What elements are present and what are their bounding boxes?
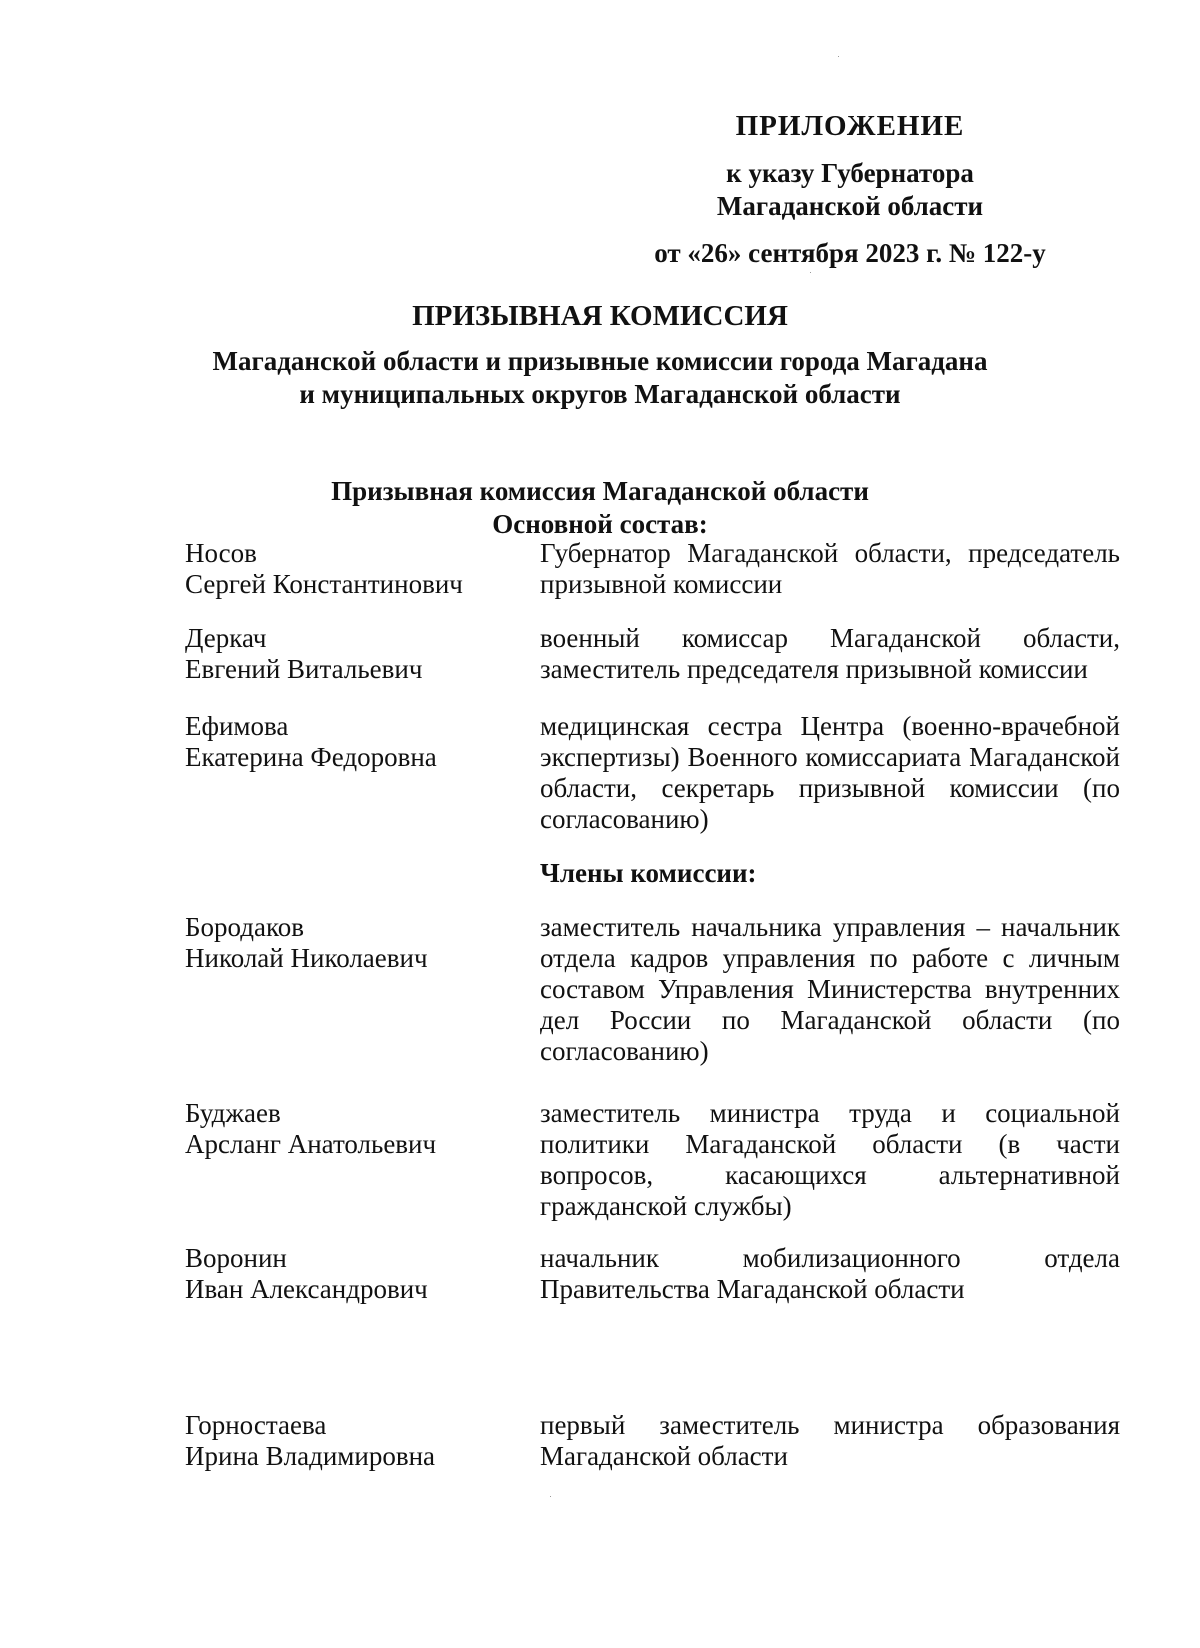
member-name: [185, 1098, 515, 1160]
member-role: заместитель министра труда и социальной политики Магаданской области (в части вопросов, касающихся альтернативной гражданской службы): [540, 1098, 1120, 1221]
member-name: [185, 912, 515, 974]
scan-speck: [550, 1496, 551, 1497]
member-surname: Носов: [185, 538, 257, 568]
member-name: [185, 623, 515, 685]
heading-line-2: и муниципальных округов Магаданской области: [299, 379, 901, 409]
scan-speck: [810, 272, 811, 273]
document-heading: [150, 300, 1050, 541]
annex-line-1: к указу Губернатора: [726, 158, 974, 188]
member-given-names: Екатерина Федоровна: [185, 742, 437, 772]
member-surname: Деркач: [185, 623, 267, 653]
member-surname: Буджаев: [185, 1098, 281, 1128]
member-surname: Ефимова: [185, 711, 289, 741]
member-role: медицинская сестра Центра (военно-врачебной экспертизы) Военного комиссариата Магаданской области, секретарь призывной комиссии (по согласованию): [540, 711, 1120, 834]
annex-block: [600, 110, 1100, 270]
member-role: военный комиссар Магаданской области, заместитель председателя призывной комиссии: [540, 623, 1120, 684]
member-role: начальник мобилизационного отдела Правительства Магаданской области: [540, 1243, 1120, 1304]
member-given-names: Сергей Константинович: [185, 569, 463, 599]
member-surname: Воронин: [185, 1243, 287, 1273]
composition-label: Основной состав:: [492, 509, 708, 539]
member-given-names: Евгений Витальевич: [185, 654, 423, 684]
heading-main: ПРИЗЫВНАЯ КОМИССИЯ: [412, 300, 788, 332]
member-name: [185, 1243, 515, 1305]
member-given-names: Николай Николаевич: [185, 943, 428, 973]
annex-line-2: Магаданской области: [716, 191, 984, 221]
members-label: Члены комиссии:: [540, 858, 757, 888]
member-name: [185, 1410, 515, 1472]
scan-speck: [838, 56, 839, 57]
member-role: Губернатор Магаданской области, председатель призывной комиссии: [540, 538, 1120, 599]
member-given-names: Иван Александрович: [185, 1274, 428, 1304]
annex-title: ПРИЛОЖЕНИЕ: [735, 110, 965, 142]
member-given-names: Арсланг Анатольевич: [185, 1129, 437, 1159]
member-role: первый заместитель министра образования Магаданской области: [540, 1410, 1120, 1471]
member-surname: Бородаков: [185, 912, 304, 942]
section-title: Призывная комиссия Магаданской области: [331, 476, 869, 506]
member-given-names: Ирина Владимировна: [185, 1441, 436, 1471]
member-name: [185, 538, 515, 600]
member-role: заместитель начальника управления – начальник отдела кадров управления по работе с личным составом Управления Министерства внутренних дел России по Магаданской области (по согласованию): [540, 912, 1120, 1066]
member-name: [185, 711, 515, 773]
member-surname: Горностаева: [185, 1410, 327, 1440]
heading-line-1: Магаданской области и призывные комиссии города Магадана: [212, 346, 988, 376]
annex-date: от «26» сентября 2023 г. № 122-у: [654, 238, 1046, 268]
